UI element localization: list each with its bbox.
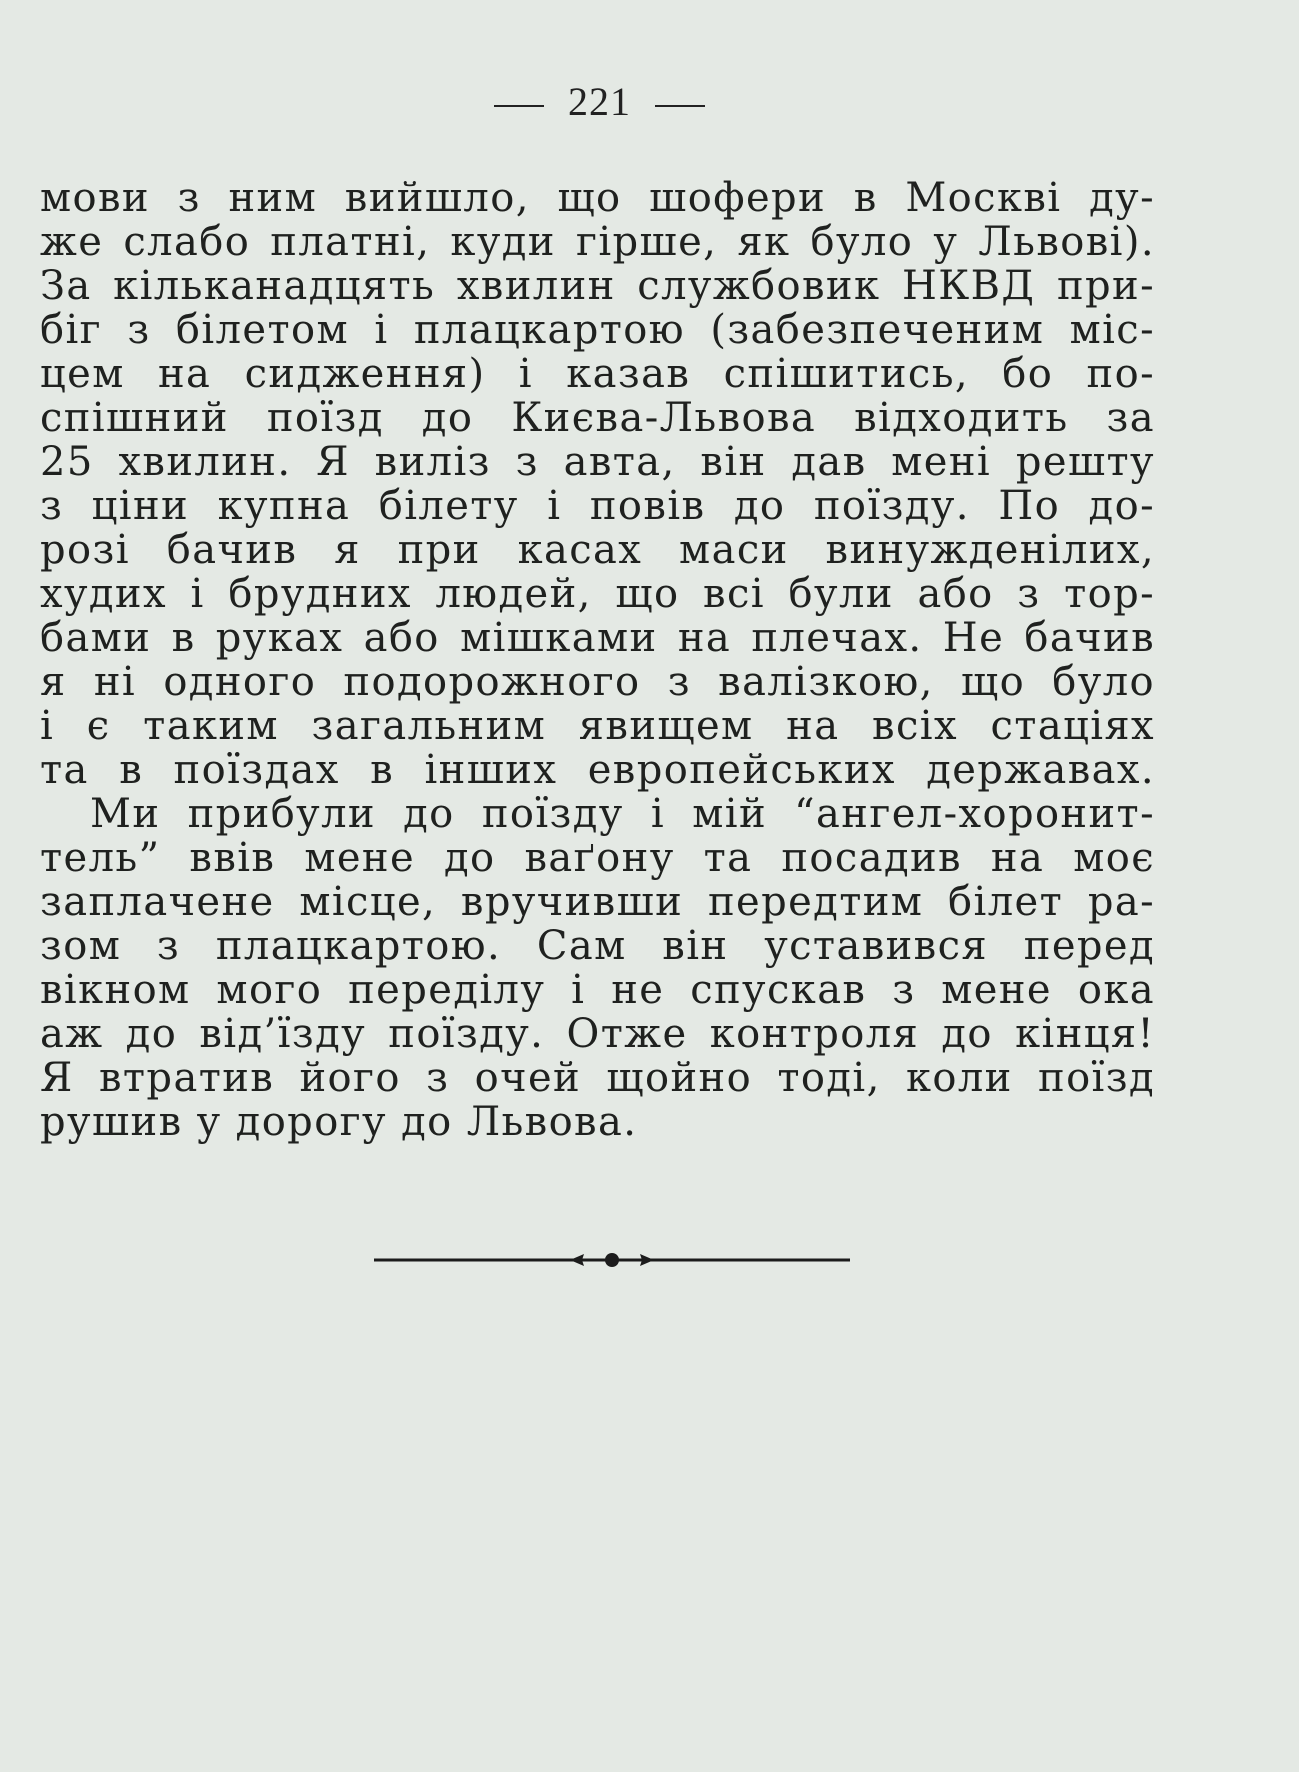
text-line: з ціни купна білету і повів до поїзду. По до- [40,484,1155,528]
text-line: бами в руках або мішками на плечах. Не бачив [40,616,1155,660]
arrow-dot-arrow-icon [374,1248,850,1272]
text-line: я ні одного подорожного з валізкою, що було [40,660,1155,704]
text-line: 25 хвилин. Я виліз з авта, він дав мені решту [40,440,1155,484]
text-line: цем на сидження) і казав спішитись, бо по- [40,352,1155,396]
page-number: 221 [568,79,631,124]
right-dash [655,105,705,107]
body-text [40,176,1155,1144]
text-line: заплачене місце, вручивши передтим білет ра- [40,880,1155,924]
text-line: Ми прибули до поїзду і мій “ангел-хоронит- [90,792,1155,836]
text-line: тель” ввів мене до ваґону та посадив на моє [40,836,1155,880]
text-line: Я втратив його з очей щойно тоді, коли поїзд [40,1056,1155,1100]
text-line: аж до від’їзду поїзду. Отже контроля до кінця! [40,1012,1155,1056]
text-line: і є таким загальним явищем на всіх стаціях [40,704,1155,748]
text-line: худих і брудних людей, що всі були або з тор- [40,572,1155,616]
text-line: зом з плацкартою. Сам він уставився перед [40,924,1155,968]
text-line: мови з ним вийшло, що шофери в Москві ду- [40,176,1155,220]
left-dash [494,105,544,107]
page-header [0,78,1199,125]
text-line: біг з білетом і плацкартою (забезпеченим міс- [40,308,1155,352]
text-line: спішний поїзд до Києва-Львова відходить за [40,396,1155,440]
text-line: вікном мого переділу і не спускав з мене ока [40,968,1155,1012]
text-line: розі бачив я при касах маси винужденілих, [40,528,1155,572]
text-line: За кільканадцять хвилин службовик НКВД при- [40,264,1155,308]
text-line: рушив у дорогу до Львова. [40,1100,638,1144]
text-line: же слабо платні, куди гірше, як було у Львові). [40,220,1155,264]
text-line: та в поїздах в інших европейських державах. [40,748,1155,792]
